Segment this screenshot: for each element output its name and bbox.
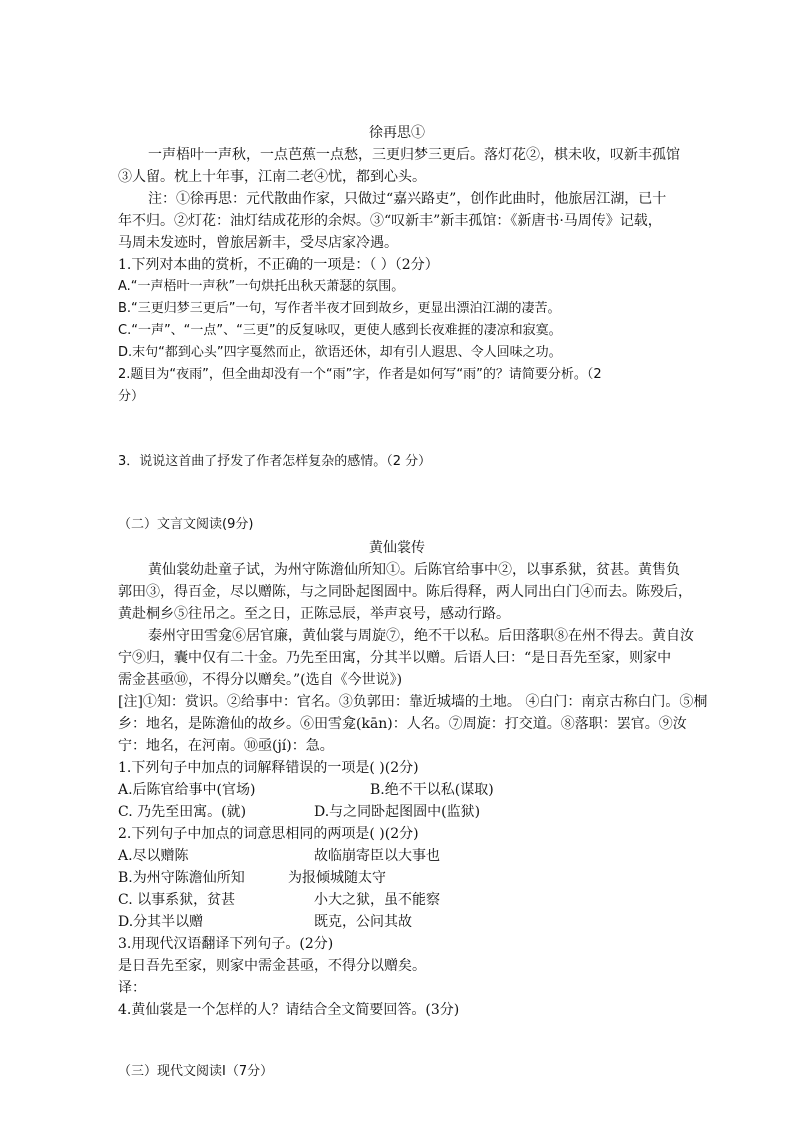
poem-line: ③人留。枕上十年事，江南二老④忧，都到心头。	[118, 169, 426, 185]
section-heading: （二）文言文阅读(9分)	[118, 517, 254, 532]
question-option: D.与之同卧起图圄中(监狱)	[314, 804, 481, 820]
question-stem: 2.下列句子中加点的词意思相同的两项是( )(2分)	[118, 826, 419, 842]
poem-line: 一声梧叶一声秋，一点芭蕉一点愁，三更归梦三更后。落灯花②，棋未收，叹新丰孤馆	[148, 147, 680, 163]
question-option: C.“一声”、“一点”、“三更”的反复咏叹，更使人感到长夜难捱的凄凉和寂寞。	[118, 323, 562, 338]
passage-note: 宁：地名，在河南。⑩亟(jí)：急。	[118, 738, 334, 754]
question-stem: 1.下列对本曲的赏析，不正确的一项是：（ ）（2分）	[118, 257, 439, 273]
question-option: B.“三更归梦三更后”一句，写作者半夜才回到故乡，更显出漂泊江湖的凄苦。	[118, 301, 561, 316]
passage-title: 黄仙裳传	[369, 540, 425, 556]
question-option: D.末句“都到心头”四字戛然而止，欲语还休，却有引人遐思、令人回味之功。	[118, 345, 562, 360]
question-option: B.绝不干以私(谋取)	[370, 782, 494, 798]
question-option: 既克，公问其故	[314, 914, 412, 930]
poem-note: 注：①徐再思：元代散曲作家，只做过“嘉兴路吏”，创作此曲时，他旅居江湖，已十	[148, 191, 667, 207]
poem-title: 徐再思①	[369, 125, 425, 141]
question-stem: 3.用现代汉语翻译下列句子。(2分)	[118, 936, 334, 952]
question-option: 为报倾城随太守	[288, 870, 386, 886]
question-stem: 4.黄仙裳是一个怎样的人？请结合全文简要回答。(3分)	[118, 1002, 460, 1018]
question-option: A.尽以赠陈	[118, 848, 189, 864]
question-option: A.后陈官给事中(官场)	[118, 782, 256, 798]
passage-line: 郭田③，得百金，尽以赠陈，与之同卧起图圄中。陈后得释，两人同出白门④而去。陈殁后，	[118, 584, 692, 600]
passage-line: 黄仙裳幼赴童子试，为州守陈澹仙所知①。后陈官给事中②，以事系狱，贫甚。黄售负	[148, 562, 680, 578]
passage-line: 需金甚亟⑩，不得分以赠矣。”(选自《今世说》)	[118, 672, 403, 688]
question-stem: 分）	[118, 389, 145, 404]
passage-line: 宁⑨归，囊中仅有二十金。乃先至田寓，分其半以赠。后语人曰：“是日吾先至家，则家中	[118, 650, 672, 666]
section-heading: （三）现代文阅读Ⅰ（7分）	[118, 1064, 274, 1079]
question-option: B.为州守陈澹仙所知	[118, 870, 245, 886]
question-option: C. 乃先至田寓。(就)	[118, 804, 247, 820]
passage-line: 泰州守田雪龛⑥居官廉，黄仙裳与周旋⑦，绝不干以私。后田落职⑧在州不得去。黄自汝	[148, 628, 694, 644]
question-option: A.“一声梧叶一声秋”一句烘托出秋天萧瑟的氛围。	[118, 279, 405, 294]
poem-note: 马周未发迹时，曾旅居新丰，受尽店家冷遇。	[118, 235, 398, 251]
question-stem: 2.题目为“夜雨”，但全曲却没有一个“雨”字，作者是如何写“雨”的？请简要分析。（2	[118, 367, 602, 382]
passage-note: [注]①知：赏识。②给事中：官名。③负郭田：靠近城墙的土地。 ④白门：南京古称白门。⑤桐	[118, 694, 708, 710]
passage-note: 乡：地名，是陈澹仙的故乡。⑥田雪龛(kān)：人名。⑦周旋：打交道。⑧落职：罢官。⑨汝	[118, 716, 687, 732]
translation-sentence: 是日吾先至家，则家中需金甚亟，不得分以赠矣。	[118, 958, 426, 974]
poem-note: 年不归。②灯花：油灯结成花形的余烬。③“叹新丰”新丰孤馆：《新唐书·马周传》记载，	[118, 213, 662, 229]
question-stem: 3．说说这首曲了抒发了作者怎样复杂的感情。（2 分）	[118, 454, 432, 469]
answer-label: 译：	[118, 980, 146, 996]
question-option: C. 以事系狱，贫甚	[118, 892, 236, 908]
question-option: D.分其半以赠	[118, 914, 204, 930]
question-option: 故临崩寄臣以大事也	[314, 848, 440, 864]
question-option: 小大之狱，虽不能察	[314, 892, 440, 908]
passage-line: 黄赴桐乡⑤往吊之。至之日，正陈忌辰，举声哀号，感动行路。	[118, 606, 510, 622]
question-stem: 1.下列句子中加点的词解释错误的一项是( )(2分)	[118, 760, 419, 776]
